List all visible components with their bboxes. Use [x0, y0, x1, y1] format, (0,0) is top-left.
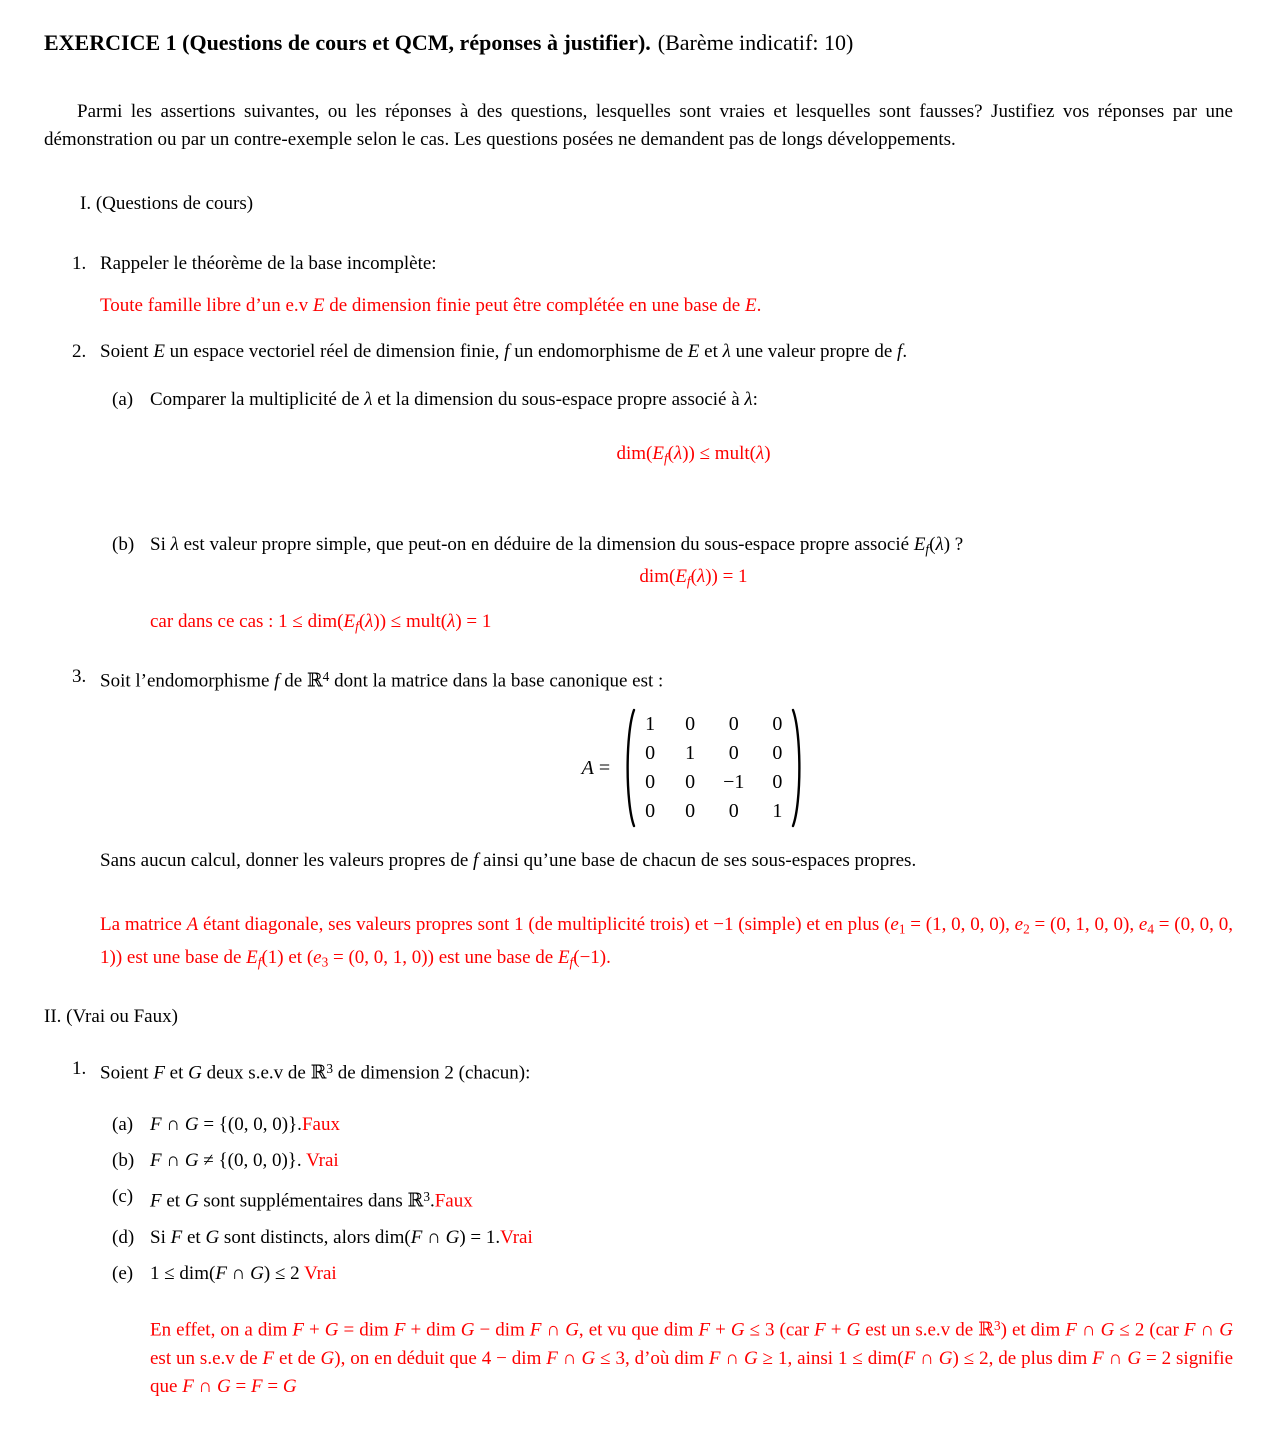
- matrix-cell: 1: [645, 713, 656, 736]
- matrix-cell: 0: [772, 771, 783, 794]
- vrai-faux-item-d-label: (d): [112, 1227, 135, 1249]
- vrai-faux-item-e-text: 1 ≤ dim(F ∩ G) ≤ 2 Vrai: [150, 1263, 337, 1285]
- vrai-faux-item-d-text: Si F et G sont distincts, alors dim(F ∩ G) = 1.Vrai: [150, 1227, 533, 1249]
- section-i-heading: I. (Questions de cours): [80, 193, 254, 214]
- matrix-cell: 0: [728, 742, 739, 765]
- matrix-equation: [154, 707, 1233, 829]
- matrix-cell: 0: [772, 713, 783, 736]
- question-2-text: Soient E un espace vectoriel réel de dimension finie, f un endomorphisme de E et λ une valeur propre de f.: [100, 341, 908, 362]
- vrai-faux-item-d: [112, 1224, 1233, 1252]
- section-ii-heading: II. (Vrai ou Faux): [44, 1005, 178, 1027]
- exercise-title-main: EXERCICE 1 (Questions de cours et QCM, réponses à justifier).: [44, 30, 651, 55]
- exercise-title: [44, 28, 1233, 58]
- matrix-cell: 0: [685, 800, 696, 823]
- question-2a: [112, 386, 1233, 414]
- question-3-number: 3.: [72, 665, 87, 687]
- vrai-faux-item-e: [112, 1260, 1233, 1288]
- exercise-title-bareme: (Barème indicatif: 10): [657, 30, 854, 55]
- matrix-left-paren: [622, 707, 637, 829]
- matrix-cell: 0: [645, 771, 656, 794]
- matrix-cell: 0: [685, 771, 696, 794]
- question-2b: [112, 531, 1233, 564]
- matrix-cell: 0: [685, 713, 696, 736]
- matrix-cell: −1: [723, 771, 745, 794]
- question-2-number: 2.: [72, 341, 87, 362]
- vrai-faux-item-b-label: (b): [112, 1150, 135, 1172]
- matrix-cell: 0: [728, 713, 739, 736]
- vrai-faux-item-b-text: F ∩ G ≠ {(0, 0, 0)}. Vrai: [150, 1150, 339, 1172]
- vrai-faux-question-1-number: 1.: [72, 1057, 87, 1079]
- question-2: [72, 338, 1233, 366]
- vrai-faux-item-c-label: (c): [112, 1186, 134, 1208]
- question-2b-text: Si λ est valeur propre simple, que peut-on en déduire de la dimension du sous-espace propre associé Ef(λ) ?: [150, 533, 964, 557]
- matrix-cell: 0: [645, 742, 656, 765]
- vrai-faux-item-c: [112, 1183, 1233, 1216]
- matrix-cell: 1: [772, 800, 783, 823]
- matrix-A: [622, 707, 805, 829]
- vrai-faux-item-a-text: F ∩ G = {(0, 0, 0)}.Faux: [150, 1114, 340, 1136]
- matrix-cell: 0: [645, 800, 656, 823]
- question-2a-text: Comparer la multiplicité de λ et la dimension du sous-espace propre associé à λ:: [150, 389, 758, 410]
- question-3: [72, 663, 1233, 696]
- vrai-faux-item-e-label: (e): [112, 1263, 134, 1285]
- question-2a-label: (a): [112, 389, 134, 410]
- matrix-cell: 0: [772, 742, 783, 765]
- vrai-faux-question-1-text: Soient F et G deux s.e.v de ℝ$^3$ de dimension 2 (chacun):: [100, 1060, 531, 1084]
- vrai-faux-item-b: [112, 1147, 1233, 1175]
- vrai-faux-item-a: [112, 1111, 1233, 1139]
- matrix-cell: 0: [728, 800, 739, 823]
- matrix-lhs: A =: [581, 757, 611, 780]
- answer-1: Toute famille libre d’un e.v E de dimension finie peut être complétée en une base de E.: [100, 295, 762, 316]
- question-3-followup: Sans aucun calcul, donner les valeurs propres de f ainsi qu’une base de chacun de ses sous-espaces propres.: [100, 850, 917, 872]
- vrai-faux-justification: En effet, on a dim F + G = dim F + dim G − dim F ∩ G, et vu que dim F + G ≤ 3 (car F + G est un s.e.v de ℝ$^3$) et dim F ∩ G ≤ 2 (car F ∩ G est un s.e.v de F et de G), on en déduit que 4 − dim F ∩ G ≤ 3, d’où dim F ∩ G ≥ 1, ainsi 1 ≤ dim(F ∩ G) ≤ 2, de plus dim F ∩ G = 2 signifie que F ∩ G = F = G: [150, 1318, 1234, 1397]
- answer-2b-note: car dans ce cas : 1 ≤ dim(Ef(λ)) ≤ mult(λ) = 1: [150, 611, 492, 634]
- matrix-cell: 1: [685, 742, 696, 765]
- question-1-number: 1.: [72, 253, 87, 274]
- vrai-faux-item-c-text: F et G sont supplémentaires dans ℝ$^3$.Faux: [150, 1189, 473, 1213]
- answer-2b-formula: dim(Ef(λ)) = 1: [639, 566, 748, 590]
- question-3-text: Soit l’endomorphisme f de ℝ$^4$ dont la matrice dans la base canonique est :: [100, 668, 664, 692]
- matrix-grid: [637, 708, 790, 828]
- answer-3: La matrice A étant diagonale, ses valeurs propres sont 1 (de multiplicité trois) et −1 (simple) et en plus (e1 = (1, 0, 0, 0), e2 = (0, 1, 0, 0), e4 = (0, 0, 0, 1)) est une base de Ef(1) et (e3 = (0, 0, 1, 0)) est une base de Ef(−1).: [100, 914, 1233, 970]
- answer-2a-formula: dim(Ef(λ)) ≤ mult(λ): [616, 443, 771, 466]
- vrai-faux-question-1: [72, 1055, 1233, 1088]
- intro-paragraph: Parmi les assertions suivantes, ou les réponses à des questions, lesquelles sont vraies et lesquelles sont fausses? Justifiez vos réponses par une démonstration ou par un contre-exemple selon le cas. Les questions posées ne demandent pas de longs développements.: [44, 101, 1233, 150]
- matrix-right-paren: [790, 707, 805, 829]
- question-1: [72, 250, 1233, 278]
- question-2b-label: (b): [112, 533, 135, 555]
- question-1-text: Rappeler le théorème de la base incomplète:: [100, 253, 437, 274]
- vrai-faux-item-a-label: (a): [112, 1114, 134, 1136]
